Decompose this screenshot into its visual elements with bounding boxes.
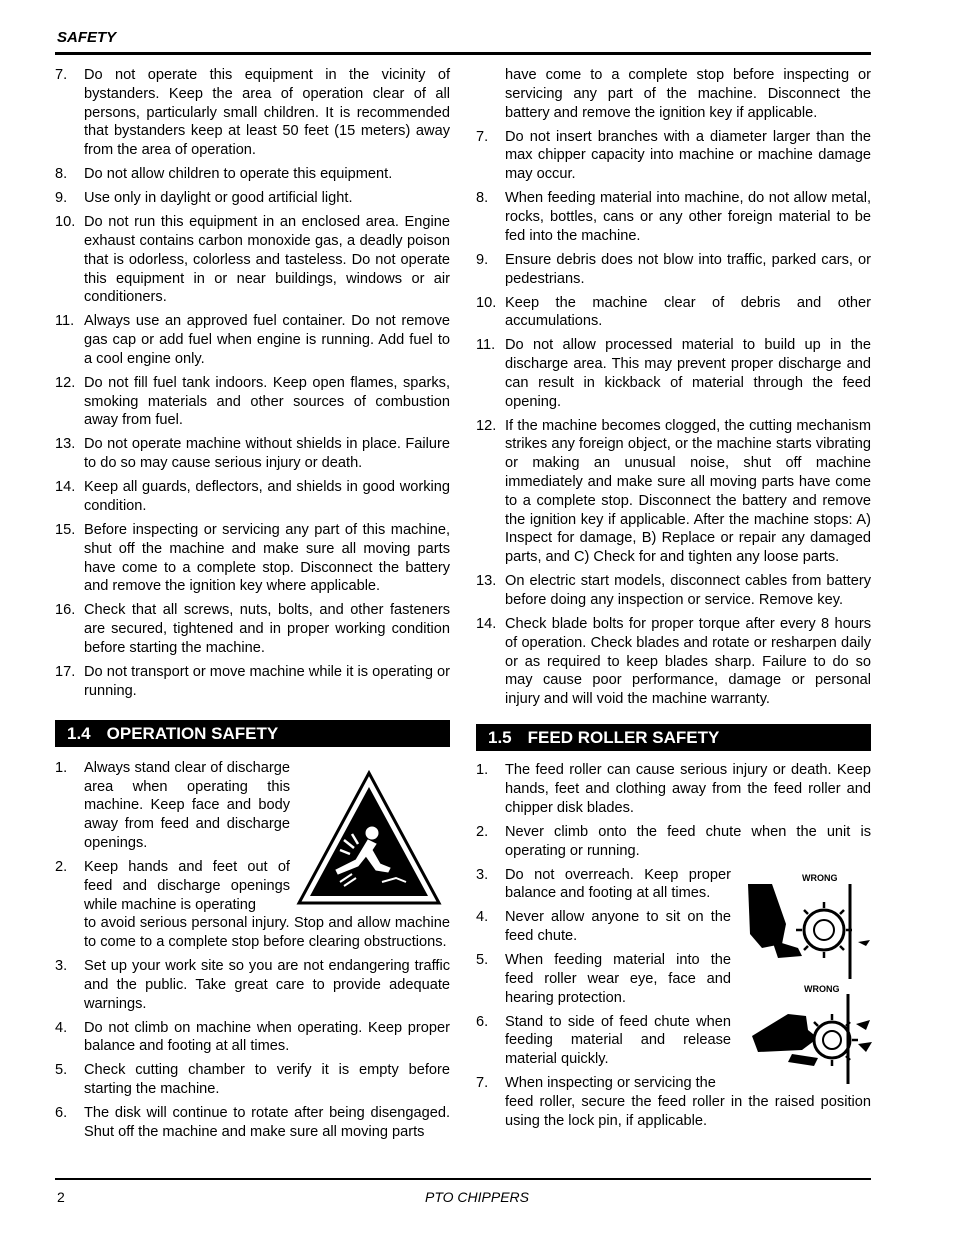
list-item: 2. Never climb onto the feed chute when the unit is operating or running. [476, 823, 871, 859]
header-rule [55, 52, 871, 55]
list-item: 5. When feeding material into the feed roller wear eye, face and hearing protection. [476, 952, 731, 1006]
footer-title: PTO CHIPPERS [425, 1189, 529, 1205]
list-item: 4. Do not climb on machine when operating. Keep proper balance and footing at all times. [55, 1019, 450, 1055]
list-item: 9. Use only in daylight or good artificial light. [55, 190, 353, 207]
feed-roller-wrong-climb-icon [742, 884, 874, 979]
list-item: 12. Do not fill fuel tank indoors. Keep open flames, sparks, smoking materials and other sources of combustion away from fuel. [55, 374, 450, 429]
page-number: 2 [57, 1189, 65, 1205]
list-item: 1. The feed roller can cause serious injury or death. Keep hands, feet and clothing away from the feed roller and chipper disk blades. [476, 762, 871, 816]
list-item: 4. Never allow anyone to sit on the feed chute. [476, 909, 731, 945]
safety-list-right [476, 128, 871, 709]
safety-list-left [55, 66, 450, 701]
list-item: 14. Check blade bolts for proper torque after every 8 hours of operation. Check blades and rotate or resharpen daily or as required to keep blades sharp. Failure to do so may cause poor performance, damage or personal injury and will void the machine warranty. [476, 616, 871, 708]
wrong-label: WRONG [802, 873, 838, 883]
list-item: 6. Stand to side of feed chute when feeding material and release material quickly. [476, 1013, 731, 1068]
list-item-continuation: feed roller, secure the feed roller in the raised position using the lock pin, if applicable. [505, 1094, 871, 1129]
list-item: 16. Check that all screws, nuts, bolts, and other fasteners are secured, tightened and in proper working condition before starting the machine. [55, 602, 450, 656]
list-item: 10. Keep the machine clear of debris and other accumulations. [476, 294, 871, 330]
list-item: 2. Keep hands and feet out of feed and discharge openings while machine is operating [55, 858, 290, 913]
list-item: 12. If the machine becomes clogged, the cutting mechanism strikes any foreign object, or the machine starts vibrating or making an unusual noise, shut off machine immediately and make sure all moving parts have come to a complete stop. Disconnect the battery and remove the ignition key if applicable. After the machine stops: A) Inspect for damage, B) Replace or repair any damaged parts, and C) Check for and tighten any loose parts. [476, 417, 871, 566]
wrong-label: WRONG [804, 984, 840, 994]
feed-roller-wrong-hand-icon [748, 994, 874, 1084]
left-column [55, 66, 450, 1147]
list-item: 8. When feeding material into machine, do not allow metal, rocks, bottles, cans or any other foreign material to be fed into the machine. [476, 190, 871, 244]
section-heading-operation-safety: 1.4 OPERATION SAFETY [55, 720, 450, 747]
list-item: 11. Do not allow processed material to build up in the discharge area. This may prevent proper discharge and can result in kickback of material through the feed opening. [476, 337, 871, 410]
list-item: 6. The disk will continue to rotate after being disengaged. Shut off the machine and make sure all moving parts [55, 1105, 450, 1141]
footer-rule [55, 1178, 871, 1180]
list-item: 14. Keep all guards, deflectors, and shields in good working condition. [55, 479, 450, 515]
list-item: 10. Do not run this equipment in an enclosed area. Engine exhaust contains carbon monoxide gas, a deadly poison that is odorless, colorless and tasteless. Do not operate this equipment in or near buildings, windows or air conditioners. [55, 214, 450, 306]
list-item: 11. Always use an approved fuel container. Do not remove gas cap or add fuel when engine is running. Add fuel to a cool engine only. [55, 313, 450, 367]
list-item: 5. Check cutting chamber to verify it is empty before starting the machine. [55, 1062, 450, 1098]
list-item: 17. Do not transport or move machine while it is operating or running. [55, 663, 450, 699]
list-item-continuation: to avoid serious personal injury. Stop and allow machine to come to a complete stop before clearing obstructions. [84, 915, 450, 951]
list-item-continuation: have come to a complete stop before inspecting or servicing any part of the machine. Disconnect the battery and remove the ignition key if applicable. [505, 67, 871, 121]
list-item: 7. Do not insert branches with a diameter larger than the max chipper capacity into machine or machine damage may occur. [476, 128, 871, 183]
list-item: 9. Ensure debris does not blow into traffic, parked cars, or pedestrians. [476, 251, 871, 287]
list-item: 1. Always stand clear of discharge area when operating this machine. Keep face and body away from feed and discharge openings. [55, 759, 290, 851]
header-title: SAFETY [57, 29, 117, 46]
list-item: 15. Before inspecting or servicing any part of this machine, shut off the machine and make sure all moving parts have come to a complete stop. Disconnect the battery and remove the ignition key where applicable. [55, 522, 450, 595]
list-item: 3. Set up your work site so you are not endangering traffic and the public. Take great care to provide adequate warnings. [55, 958, 450, 1012]
list-item: 8. Do not allow children to operate this equipment. [55, 166, 393, 183]
operation-safety-list-cont [55, 957, 450, 1142]
warning-triangle-icon [296, 770, 442, 906]
section-heading-feed-roller-safety: 1.5 FEED ROLLER SAFETY [476, 724, 871, 751]
list-item: 7. Do not operate this equipment in the vicinity of bystanders. Keep the area of operation clear of all persons, particularly small children. It is recommended that bystanders keep at least 50 feet (15 meters) away from the area of operation. [55, 67, 450, 159]
list-item: 13. Do not operate machine without shields in place. Failure to do so may cause serious injury or death. [55, 436, 450, 472]
list-item: 3. Do not overreach. Keep proper balance and footing at all times. [476, 866, 731, 902]
list-item: 13. On electric start models, disconnect cables from battery before doing any inspection or service. Remove key. [476, 573, 871, 609]
list-item: 7. When inspecting or servicing the [476, 1075, 716, 1092]
